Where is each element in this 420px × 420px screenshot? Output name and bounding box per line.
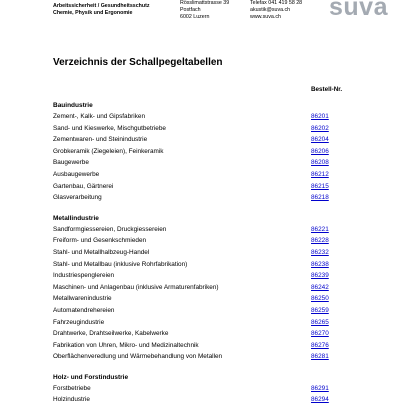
order-number-link[interactable]: 86294 <box>311 396 329 404</box>
table-name: Oberflächenveredlung und Wärmebehandlung von Metallen <box>53 353 223 361</box>
table-row <box>53 383 363 395</box>
table-row <box>53 134 363 146</box>
table-row <box>53 224 363 236</box>
table-name: Metallwarenindustrie <box>53 295 112 303</box>
table-row <box>53 305 363 317</box>
table-row <box>53 157 363 169</box>
section <box>53 372 363 406</box>
order-number-link[interactable]: 86239 <box>311 272 329 280</box>
header-address-line: Postfach <box>180 7 201 13</box>
table-name: Baugewerbe <box>53 159 89 167</box>
section <box>53 213 363 363</box>
table-row <box>53 181 363 193</box>
header-address-line: 6002 Luzern <box>180 14 210 20</box>
table-row <box>53 111 363 123</box>
header-address-line: Rösslimattstrasse 39 <box>180 0 230 6</box>
table-name: Holzindustrie <box>53 396 90 404</box>
table-row <box>53 340 363 352</box>
order-number-link[interactable]: 86281 <box>311 353 329 361</box>
table-name: Stahl- und Metallbau (inklusive Rohrfabrikation) <box>53 260 188 268</box>
order-number-link[interactable]: 86206 <box>311 147 329 155</box>
section-title: Metallindustrie <box>53 214 99 222</box>
order-number-link[interactable]: 86201 <box>311 113 329 120</box>
table-row <box>53 123 363 135</box>
order-number-link[interactable]: 86221 <box>311 225 329 233</box>
page-title: Verzeichnis der Schallpegeltabellen <box>53 57 223 68</box>
header-fax: Telefax 041 419 58 28 <box>250 0 303 6</box>
table-name: Forstbetriebe <box>53 384 91 392</box>
order-number-link[interactable]: 86232 <box>311 248 329 256</box>
table-name: Maschinen- und Anlagenbau (inklusive Armaturenfabriken) <box>53 283 219 291</box>
table-name: Industriespenglereien <box>53 272 115 280</box>
table-name: Sandformgiessereien, Druckgiessereien <box>53 225 167 233</box>
table-name: Fabrikation von Uhren, Mikro- und Medizinaltechnik <box>53 341 199 349</box>
section-title: Holz- und Forstindustrie <box>53 373 129 381</box>
table-name: Drahtwerke, Drahtseilwerke, Kabelwerke <box>53 330 169 338</box>
column-header-order-number: Bestell-Nr. <box>311 86 343 93</box>
order-number-link[interactable]: 86242 <box>311 283 329 291</box>
table-name: Stahl- und Metallhalbzeug-Handel <box>53 248 150 256</box>
section <box>53 100 363 204</box>
table-name: Zementwaren- und Steinindustrie <box>53 136 148 144</box>
table-row <box>53 259 363 271</box>
table-row <box>53 328 363 340</box>
section-title: Bauindustrie <box>53 102 93 109</box>
table-name: Gartenbau, Gärtnerei <box>53 182 114 190</box>
order-number-link[interactable]: 86208 <box>311 159 329 167</box>
header-address <box>180 0 229 21</box>
order-number-link[interactable]: 86218 <box>311 194 329 202</box>
table-row <box>53 351 363 363</box>
table-row <box>53 247 363 259</box>
order-number-link[interactable]: 86250 <box>311 295 329 303</box>
order-number-link[interactable]: 86265 <box>311 318 329 326</box>
order-number-link[interactable]: 86291 <box>311 384 329 392</box>
header-department <box>53 3 150 17</box>
table-name: Glasverarbeitung <box>53 194 102 202</box>
table-name: Ausbaugewerbe <box>53 170 100 178</box>
table-name: Automatendrehereien <box>53 306 115 314</box>
header-contact <box>250 0 302 21</box>
table-row <box>53 282 363 294</box>
table-row <box>53 235 363 247</box>
order-number-link[interactable]: 86228 <box>311 237 329 245</box>
suva-logo: suva <box>329 0 388 21</box>
section-gap <box>53 363 363 372</box>
table-name: Sand- und Kieswerke, Mischgutbetriebe <box>53 124 166 132</box>
table-list <box>53 100 363 406</box>
section-gap <box>53 204 363 213</box>
header-website: www.suva.ch <box>250 14 281 20</box>
table-row <box>53 317 363 329</box>
table-name: Freiform- und Gesenkschmieden <box>53 237 147 245</box>
table-row <box>53 146 363 158</box>
order-number-link[interactable]: 86204 <box>311 136 329 144</box>
order-number-link[interactable]: 86238 <box>311 260 329 268</box>
table-name: Grobkeramik (Ziegeleien), Feinkeramik <box>53 147 164 155</box>
table-name: Fahrzeugindustrie <box>53 318 105 326</box>
header-email: akustik@suva.ch <box>250 7 291 13</box>
header-department-line: Arbeitssicherheit / Gesundheitsschutz <box>53 3 150 9</box>
order-number-link[interactable]: 86212 <box>311 170 329 178</box>
order-number-link[interactable]: 86259 <box>311 306 329 314</box>
table-name: Zement-, Kalk- und Gipsfabriken <box>53 113 145 120</box>
header-department-line: Chemie, Physik und Ergonomie <box>53 10 133 16</box>
table-row <box>53 293 363 305</box>
table-row <box>53 192 363 204</box>
order-number-link[interactable]: 86202 <box>311 124 329 132</box>
order-number-link[interactable]: 86215 <box>311 182 329 190</box>
table-row <box>53 394 363 406</box>
order-number-link[interactable]: 86270 <box>311 330 329 338</box>
order-number-link[interactable]: 86276 <box>311 341 329 349</box>
table-row <box>53 270 363 282</box>
table-row <box>53 169 363 181</box>
